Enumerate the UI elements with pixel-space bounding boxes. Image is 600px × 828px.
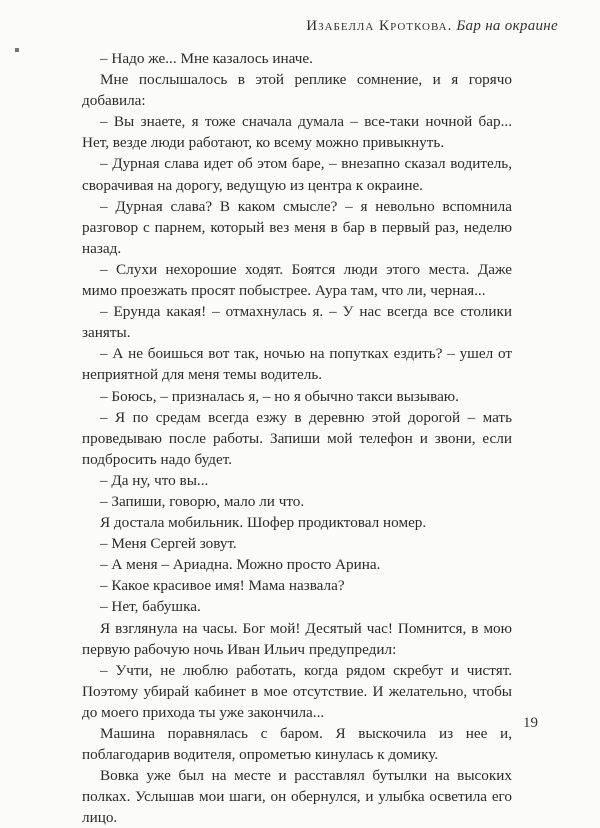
text-paragraph: – Вы знаете, я тоже сначала думала – все-таки ночной бар... Нет, везде люди работают, ко всему можно привыкнуть. — [82, 113, 512, 152]
page-body-text — [82, 48, 512, 828]
text-paragraph: – Дурная слава? В каком смысле? – я невольно вспомнила разговор с парнем, который вез меня в бар в первый раз, неделю назад. — [82, 197, 512, 257]
text-paragraph: – А меня – Ариадна. Можно просто Арина. — [100, 556, 381, 574]
binding-mark — [15, 48, 19, 52]
text-paragraph: Я достала мобильник. Шофер продиктовал номер. — [100, 514, 427, 532]
text-paragraph: – Запиши, говорю, мало ли что. — [100, 492, 305, 510]
header-author: Изабелла Кроткова. — [306, 18, 453, 34]
text-paragraph: – Какое красивое имя! Мама назвала? — [100, 577, 345, 595]
text-paragraph: Я взглянула на часы. Бог мой! Десятый час! Помнится, в мою первую рабочую ночь Иван Ильич предупредил: — [82, 619, 512, 658]
header-book-title: Бар на окраине — [456, 18, 558, 34]
text-paragraph: – А не боишься вот так, ночью на попутках ездить? – ушел от неприятной для меня темы водитель. — [82, 345, 512, 384]
text-paragraph: – Надо же... Мне казалось иначе. — [100, 50, 313, 67]
text-paragraph: – Меня Сергей зовут. — [100, 535, 237, 553]
text-paragraph: – Ерунда какая! – отмахнулась я. – У нас всегда все столики заняты. — [82, 303, 512, 342]
text-paragraph: – Я по средам всегда езжу в деревню этой дорогой – мать проведываю после работы. Запиши мой телефон и звони, если подбросить надо будет. — [82, 408, 512, 468]
text-paragraph: – Да ну, что вы... — [100, 471, 209, 489]
page-number: 19 — [523, 715, 538, 731]
text-paragraph: – Слухи нехорошие ходят. Боятся люди этого места. Даже мимо проезжать просят побыстрее. Аура там, что ли, черная... — [82, 260, 512, 300]
text-paragraph: Вовка уже был на месте и расставлял бутылки на высоких полках. Услышав мои шаги, он обернулся, и улыбка осветила его лицо. — [82, 767, 512, 827]
text-paragraph: Мне послышалось в этой реплике сомнение, и я горячо добавила: — [82, 71, 512, 110]
text-paragraph: Машина поравнялась с баром. Я выскочила из нее и, поблагодарив водителя, опрометью кинулась к домику. — [82, 725, 512, 764]
text-paragraph: – Боюсь, – призналась я, – но я обычно такси вызываю. — [100, 387, 459, 405]
text-paragraph: – Нет, бабушка. — [100, 598, 201, 616]
text-paragraph: – Дурная слава идет об этом баре, – внезапно сказал водитель, сворачивая на дорогу, ведущую из центра к окраине. — [82, 155, 512, 194]
text-paragraph: – Учти, не люблю работать, когда рядом скребут и чистят. Поэтому убирай кабинет в мое отсутствие. И желательно, чтобы до моего прихода ты уже закончила... — [82, 661, 512, 721]
running-header — [306, 18, 558, 35]
